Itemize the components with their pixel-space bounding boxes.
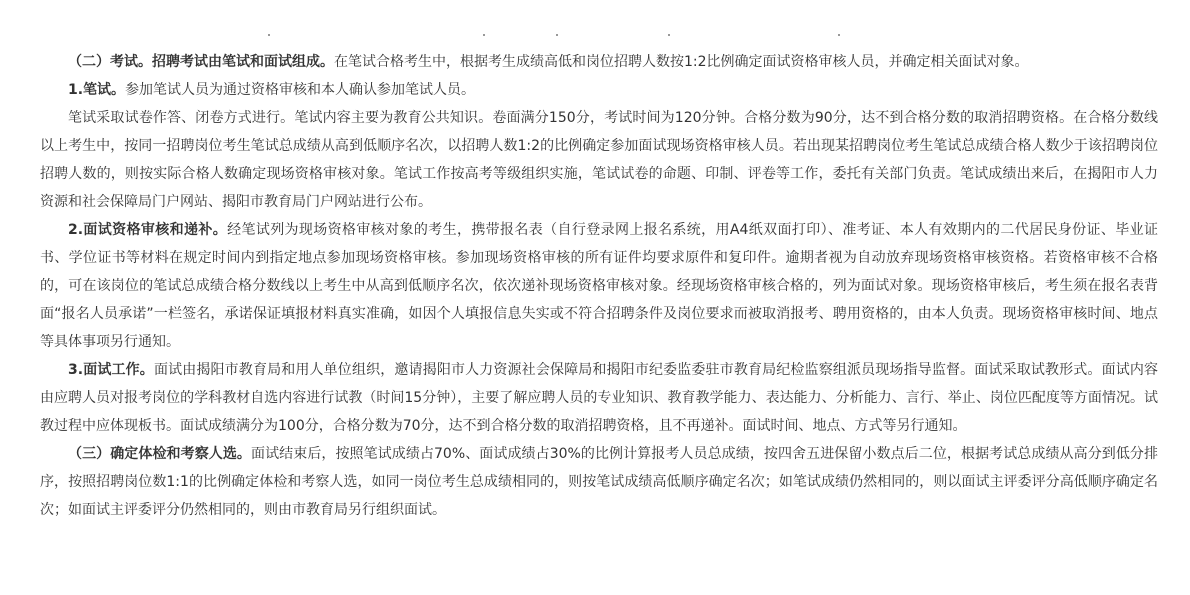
paragraph-written-intro — [40, 76, 1158, 104]
subheading-review: 2.面试资格审核和递补。 — [68, 222, 228, 238]
top-edge-marks — [0, 34, 1190, 36]
edge-mark — [483, 34, 485, 36]
edge-mark — [268, 34, 270, 36]
subheading-written: 1.笔试。 — [68, 82, 126, 98]
edge-mark — [668, 34, 670, 36]
written-body-text: 笔试采取试卷作答、闭卷方式进行。笔试内容主要为教育公共知识。卷面满分150分，考试时间为120分钟。合格分数为90分，达不到合格分数的取消招聘资格。在合格分数线以上考生中，按同一招聘岗位考生笔试总成绩从高到低顺序名次，以招聘人数1:2的比例确定参加面试现场资格审核人员。若出现某招聘岗位考生笔试总成绩合格人数少于该招聘岗位招聘人数的，则按实际合格人数确定现场资格审核对象。笔试工作按高考等级组织实施，笔试试卷的命题、印制、评卷等工作，委托有关部门负责。笔试成绩出来后，在揭阳市人力资源和社会保障局门户网站、揭阳市教育局门户网站进行公布。 — [40, 110, 1158, 210]
paragraph-review — [40, 216, 1158, 356]
written-intro-text: 参加笔试人员为通过资格审核和本人确认参加笔试人员。 — [125, 82, 476, 98]
paragraph-interview — [40, 356, 1158, 440]
paragraph-medical-selection — [40, 440, 1158, 524]
interview-text: 面试由揭阳市教育局和用人单位组织，邀请揭阳市人力资源社会保障局和揭阳市纪委监委驻市教育局纪检监察组派员现场指导监督。面试采取试教形式。面试内容由应聘人员对报考岗位的学科教材自选内容进行试教（时间15分钟），主要了解应聘人员的专业知识、教育教学能力、表达能力、分析能力、言行、举止、岗位匹配度等方面情况。试教过程中应体现板书。面试成绩满分为100分，合格分数为70分，达不到合格分数的取消招聘资格，且不再递补。面试时间、地点、方式等另行通知。 — [40, 362, 1159, 434]
subheading-interview: 3.面试工作。 — [68, 362, 154, 378]
section-text-exam: 在笔试合格考生中，根据考生成绩高低和岗位招聘人数按1:2比例确定面试资格审核人员，并确定相关面试对象。 — [334, 54, 1029, 70]
section-heading-medical: （三）确定体检和考察人选。 — [68, 446, 252, 462]
section-heading-exam: （二）考试。招聘考试由笔试和面试组成。 — [68, 54, 334, 70]
review-text: 经笔试列为现场资格审核对象的考生，携带报名表（自行登录网上报名系统，用A4纸双面打印）、准考证、本人有效期内的二代居民身份证、毕业证书、学位证书等材料在规定时间内到指定地点参加现场资格审核。参加现场资格审核的所有证件均要求原件和复印件。逾期者视为自动放弃现场资格审核资格。若资格审核不合格的，可在该岗位的笔试总成绩合格分数线以上考生中从高到低顺序名次，依次递补现场资格审核对象。经现场资格审核合格的，列为面试对象。现场资格审核后，考生须在报名表背面“报名人员承诺”一栏签名，承诺保证填报材料真实准确，如因个人填报信息失实或不符合招聘条件及岗位要求而被取消报考、聘用资格的，由本人负责。现场资格审核时间、地点等具体事项另行通知。 — [40, 222, 1159, 350]
edge-mark — [556, 34, 558, 36]
section-text-medical: 面试结束后，按照笔试成绩占70%、面试成绩占30%的比例计算报考人员总成绩，按四舍五进保留小数点后二位，根据考试总成绩从高分到低分排序，按照招聘岗位数1:1的比例确定体检和考察人选，如同一岗位考生总成绩相同的，则按笔试成绩高低顺序确定名次；如笔试成绩仍然相同的，则以面试主评委评分高低顺序确定名次；如面试主评委评分仍然相同的，则由市教育局另行组织面试。 — [40, 446, 1158, 518]
edge-mark — [838, 34, 840, 36]
paragraph-exam — [40, 48, 1158, 76]
paragraph-written-body — [40, 104, 1158, 216]
document-body — [40, 48, 1158, 524]
